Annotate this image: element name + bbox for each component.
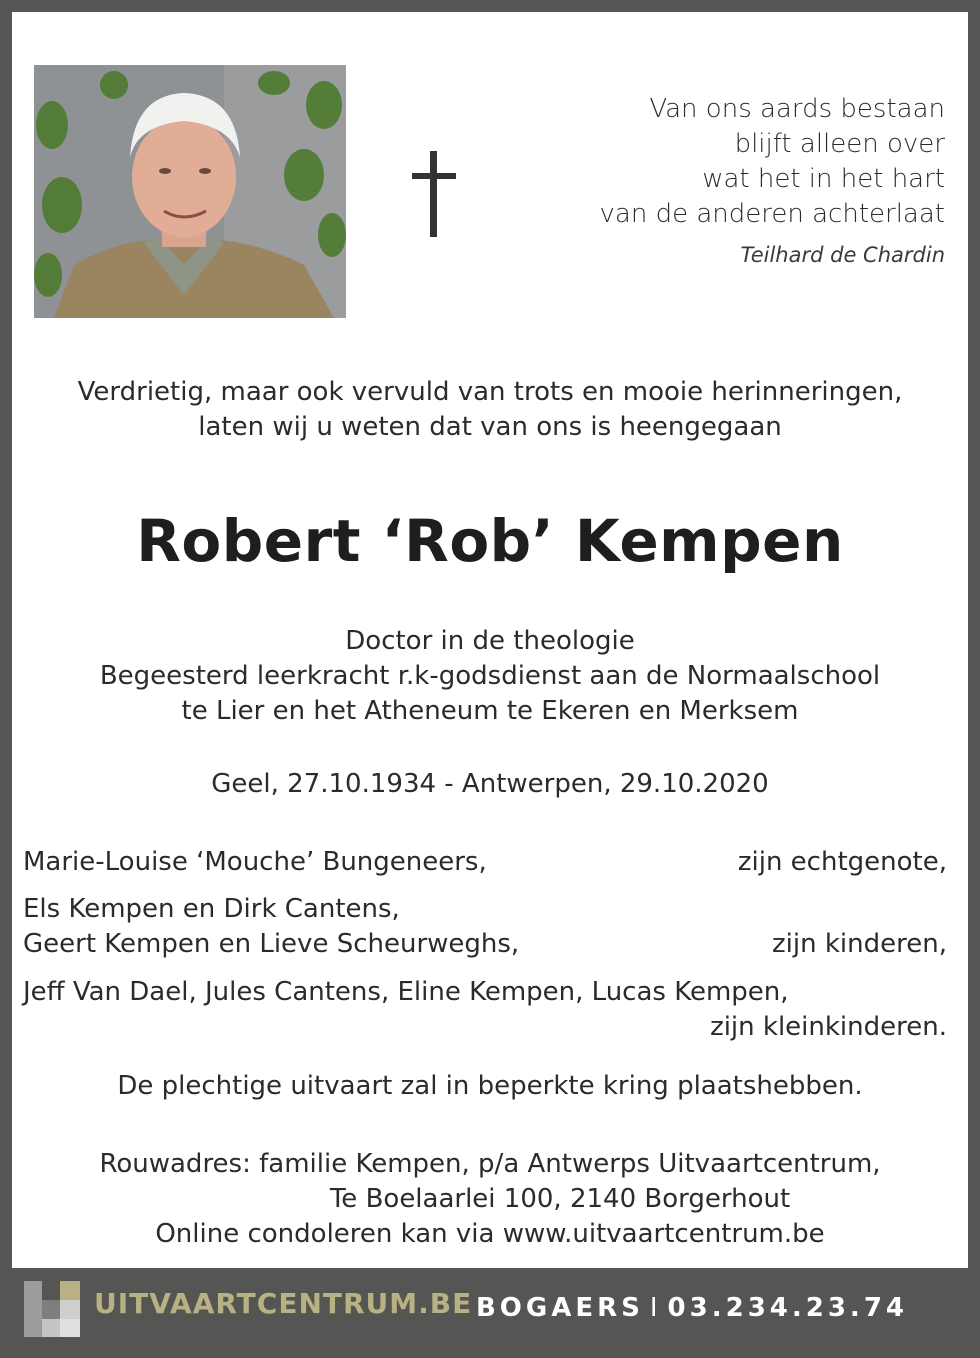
address-line: Online condoleren kan via www.uitvaartcentrum.be bbox=[155, 1219, 825, 1249]
address-line: Rouwadres: familie Kempen, p/a Antwerps Uitvaartcentrum, bbox=[99, 1149, 881, 1179]
logo-mark-icon bbox=[24, 1281, 80, 1337]
grandchildren-role: zijn kleinkinderen. bbox=[710, 1012, 947, 1042]
quote-author: Teilhard de Chardin bbox=[740, 243, 945, 267]
family-grandchildren bbox=[23, 975, 947, 1045]
intro-line: laten wij u weten dat van ons is heengegaan bbox=[198, 412, 782, 442]
quote-line: Van ons aards bestaan bbox=[649, 94, 945, 124]
deceased-name: Robert ‘Rob’ Kempen bbox=[136, 507, 844, 575]
quote-line: van de anderen achterlaat bbox=[599, 199, 945, 229]
quote-line: blijft alleen over bbox=[734, 129, 945, 159]
footer-bar bbox=[0, 1268, 980, 1358]
family-spouse bbox=[23, 845, 947, 880]
phone-number: 03.234.23.74 bbox=[667, 1293, 908, 1323]
obituary-card bbox=[12, 12, 968, 1268]
portrait-photo bbox=[34, 65, 346, 318]
deceased-titles bbox=[12, 624, 968, 729]
intro-line: Verdrietig, maar ook vervuld van trots en mooie herinneringen, bbox=[77, 377, 903, 407]
portrait-illustration bbox=[34, 65, 346, 318]
life-dates: Geel, 27.10.1934 - Antwerpen, 29.10.2020 bbox=[211, 769, 769, 799]
family-children bbox=[23, 892, 947, 962]
poem-quote bbox=[525, 92, 945, 270]
spouse-name: Marie-Louise ‘Mouche’ Bungeneers, bbox=[23, 847, 487, 877]
quote-line: wat het in het hart bbox=[702, 164, 945, 194]
brand-logo-text: UITVAARTCENTRUM.BE bbox=[94, 1287, 473, 1320]
children-line: Els Kempen en Dirk Cantens, bbox=[23, 894, 400, 924]
grandchildren-names: Jeff Van Dael, Jules Cantens, Eline Kempen, Lucas Kempen, bbox=[23, 977, 789, 1007]
title-line: te Lier en het Atheneum te Ekeren en Merksem bbox=[181, 696, 799, 726]
mourning-address bbox=[12, 1147, 968, 1252]
contact-separator: I bbox=[649, 1293, 662, 1323]
ceremony-notice: De plechtige uitvaart zal in beperkte kring plaatshebben. bbox=[117, 1071, 863, 1101]
intro-text bbox=[12, 375, 968, 445]
children-role: zijn kinderen, bbox=[772, 929, 947, 959]
children-line: Geert Kempen en Lieve Scheurweghs, bbox=[23, 929, 520, 959]
spouse-role: zijn echtgenote, bbox=[737, 847, 947, 877]
title-line: Begeesterd leerkracht r.k-godsdienst aan de Normaalschool bbox=[99, 661, 881, 691]
contact-info bbox=[476, 1293, 908, 1323]
address-line: Te Boelaarlei 100, 2140 Borgerhout bbox=[329, 1184, 791, 1214]
title-line: Doctor in de theologie bbox=[345, 626, 635, 656]
cross-icon bbox=[408, 149, 460, 239]
company-name: BOGAERS bbox=[475, 1293, 644, 1323]
